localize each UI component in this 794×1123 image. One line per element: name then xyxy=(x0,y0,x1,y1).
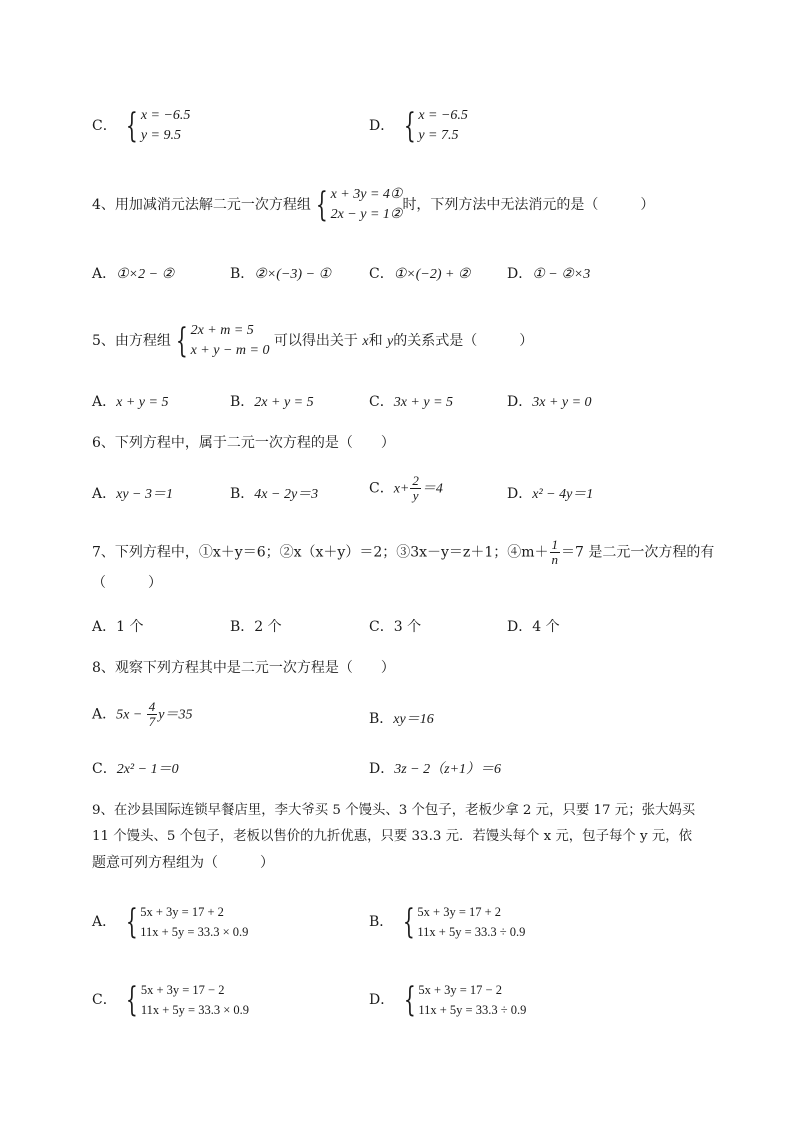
q3-option-d[interactable] xyxy=(369,106,468,146)
option-text: x+ xyxy=(393,481,410,497)
system-line: 2x − y = 1② xyxy=(330,207,403,222)
q6-option-b[interactable] xyxy=(230,481,318,508)
question-9-line-3: 题意可列方程组为（ ） xyxy=(92,855,274,871)
q7-option-c[interactable] xyxy=(369,614,421,640)
question-9-line-1: 9、在沙县国际连锁早餐店里，李大爷买 5 个馒头、3 个包子，老板少拿 2 元，只要 17 元；张大妈买 xyxy=(92,803,696,818)
q6-option-a[interactable] xyxy=(92,481,173,508)
option-letter: A． xyxy=(92,914,117,930)
q5-option-c[interactable] xyxy=(369,389,453,416)
brace: { xyxy=(175,321,188,361)
fraction-denominator: 7 xyxy=(148,714,156,729)
fraction-numerator: 2 xyxy=(412,473,419,488)
system-line: 11x + 5y = 33.3 ÷ 0.9 xyxy=(418,1003,527,1017)
system-line: x + 3y = 4① xyxy=(330,187,403,202)
system-line: 2x + m = 5 xyxy=(190,323,254,338)
q6-option-c[interactable] xyxy=(369,474,443,503)
option-text: 2x + y = 5 xyxy=(254,395,314,410)
option-text: 5x − xyxy=(116,707,146,723)
brace: { xyxy=(315,185,328,225)
option-letter: B． xyxy=(230,486,255,502)
equation-system xyxy=(399,980,527,1020)
system-line: y = 7.5 xyxy=(418,128,459,143)
variable-y: y xyxy=(387,334,394,349)
option-text: 3 个 xyxy=(393,619,422,635)
option-letter: B． xyxy=(230,266,255,282)
option-letter: D． xyxy=(369,992,395,1008)
option-text: y＝35 xyxy=(158,707,193,723)
q5-option-b[interactable] xyxy=(230,389,314,416)
q4-option-a[interactable] xyxy=(92,261,174,288)
fraction-numerator: 4 xyxy=(148,699,156,714)
brace: { xyxy=(125,902,138,942)
q7-option-a[interactable] xyxy=(92,614,143,640)
fraction-denominator: y xyxy=(412,488,419,503)
option-letter: B． xyxy=(230,619,255,635)
fraction xyxy=(550,538,561,567)
q9-option-b[interactable] xyxy=(369,902,525,942)
system-line: 11x + 5y = 33.3 × 0.9 xyxy=(140,925,249,939)
option-letter: D． xyxy=(507,394,533,410)
equation-system xyxy=(171,321,270,361)
variable-x: x xyxy=(362,334,369,349)
option-letter: B． xyxy=(369,711,394,727)
option-text: ① − ②×3 xyxy=(532,267,591,282)
brace: { xyxy=(403,106,416,146)
stem-text: 的关系式是（ ） xyxy=(393,333,534,349)
option-letter: D． xyxy=(507,619,533,635)
option-letter: A． xyxy=(92,266,117,282)
system-line: 5x + 3y = 17 + 2 xyxy=(417,905,502,919)
question-7-stem xyxy=(92,538,714,567)
q8-option-c[interactable] xyxy=(92,756,179,783)
option-letter: D． xyxy=(369,118,395,134)
brace: { xyxy=(403,980,416,1020)
system-line: y = 9.5 xyxy=(140,128,181,143)
option-text: 4 个 xyxy=(532,619,560,635)
q4-option-c[interactable] xyxy=(369,261,471,288)
option-letter: B． xyxy=(230,394,255,410)
option-text: x + y = 5 xyxy=(116,395,169,410)
question-9-line-2: 11 个馒头、5 个包子，老板以售价的九折优惠，只要 33.3 元．若馒头每个 x 元，包子每个 y 元，依 xyxy=(92,829,692,844)
option-text: x² − 4y＝1 xyxy=(532,487,594,502)
q7-option-d[interactable] xyxy=(507,614,560,640)
option-letter: C． xyxy=(92,992,117,1008)
option-letter: C． xyxy=(92,761,117,777)
q8-option-a[interactable] xyxy=(92,700,193,729)
brace: { xyxy=(126,980,138,1020)
option-text: ①×(−2) + ② xyxy=(393,267,471,282)
equation-system xyxy=(398,902,526,942)
fraction xyxy=(147,700,158,729)
option-text: 3x + y = 0 xyxy=(532,395,592,410)
option-letter: C． xyxy=(369,619,394,635)
brace: { xyxy=(126,106,138,146)
question-7-blank: （ ） xyxy=(92,575,162,591)
system-line: 11x + 5y = 33.3 × 0.9 xyxy=(140,1003,249,1017)
q6-option-d[interactable] xyxy=(507,481,593,508)
question-8-stem: 8、观察下列方程其中是二元一次方程是（ ） xyxy=(92,660,395,676)
question-5-stem xyxy=(92,321,533,361)
q5-option-d[interactable] xyxy=(507,389,592,416)
system-line: x = −6.5 xyxy=(140,108,191,123)
stem-text: 可以得出关于 xyxy=(273,333,358,349)
option-letter: C． xyxy=(92,118,117,134)
fraction xyxy=(410,474,421,503)
stem-text: ＝7 是二元一次方程的有 xyxy=(561,544,715,561)
system-line: 11x + 5y = 33.3 ÷ 0.9 xyxy=(417,925,526,939)
option-letter: A． xyxy=(92,706,117,723)
q9-option-d[interactable] xyxy=(369,980,526,1020)
q8-option-b[interactable] xyxy=(369,706,434,733)
stem-text: 7、下列方程中，①x＋y＝6；②x（x＋y）＝2；③3x－y＝z＋1；④m＋ xyxy=(92,544,549,561)
option-letter: C． xyxy=(369,480,394,497)
option-text: ②×(−3) − ① xyxy=(254,267,332,282)
option-text: xy＝16 xyxy=(393,712,434,727)
q4-option-d[interactable] xyxy=(507,261,590,288)
system-line: 5x + 3y = 17 − 2 xyxy=(418,983,502,997)
q7-option-b[interactable] xyxy=(230,614,282,640)
option-letter: A． xyxy=(92,619,117,635)
stem-text: 时，下列方法中无法消元的是（ ） xyxy=(402,197,655,213)
question-6-stem: 6、下列方程中，属于二元一次方程的是（ ） xyxy=(92,435,395,451)
option-letter: A． xyxy=(92,486,117,502)
q4-option-b[interactable] xyxy=(230,261,331,288)
q3-option-c[interactable] xyxy=(92,106,190,146)
equation-system xyxy=(121,902,249,942)
equation-system xyxy=(121,106,190,146)
option-text: 2x² − 1＝0 xyxy=(116,762,179,777)
option-letter: A． xyxy=(92,394,117,410)
stem-text: 和 xyxy=(368,333,383,349)
option-text: 3x + y = 5 xyxy=(393,395,454,410)
system-line: x = −6.5 xyxy=(418,108,468,123)
fraction-denominator: n xyxy=(551,552,558,567)
option-letter: C． xyxy=(369,394,394,410)
q8-option-d[interactable] xyxy=(369,756,501,783)
stem-text: 4、用加减消元法解二元一次方程组 xyxy=(92,197,311,213)
option-letter: D． xyxy=(507,266,533,282)
option-text: xy − 3＝1 xyxy=(116,487,173,502)
system-line: 5x + 3y = 17 + 2 xyxy=(140,905,224,919)
option-letter: D． xyxy=(507,486,533,502)
equation-system xyxy=(121,980,249,1020)
option-letter: D． xyxy=(369,761,395,777)
option-text: 1 个 xyxy=(116,619,144,635)
brace: { xyxy=(402,902,415,942)
q5-option-a[interactable] xyxy=(92,389,168,416)
option-text: 2 个 xyxy=(254,619,282,635)
equation-system xyxy=(311,185,403,225)
system-line: 5x + 3y = 17 − 2 xyxy=(140,983,225,997)
equation-system xyxy=(399,106,468,146)
system-line: x + y − m = 0 xyxy=(190,343,270,358)
q9-option-c[interactable] xyxy=(92,980,249,1020)
question-4-stem xyxy=(92,185,654,225)
option-letter: B． xyxy=(369,914,394,930)
option-text: 3z − 2（z+1）＝6 xyxy=(394,762,502,777)
option-text: 4x − 2y＝3 xyxy=(254,487,319,502)
option-letter: C． xyxy=(369,266,394,282)
fraction-numerator: 1 xyxy=(551,537,558,552)
q9-option-a[interactable] xyxy=(92,902,248,942)
stem-text: 5、由方程组 xyxy=(92,333,171,349)
option-text: ①×2 − ② xyxy=(116,267,175,282)
option-text: ＝4 xyxy=(421,481,443,497)
